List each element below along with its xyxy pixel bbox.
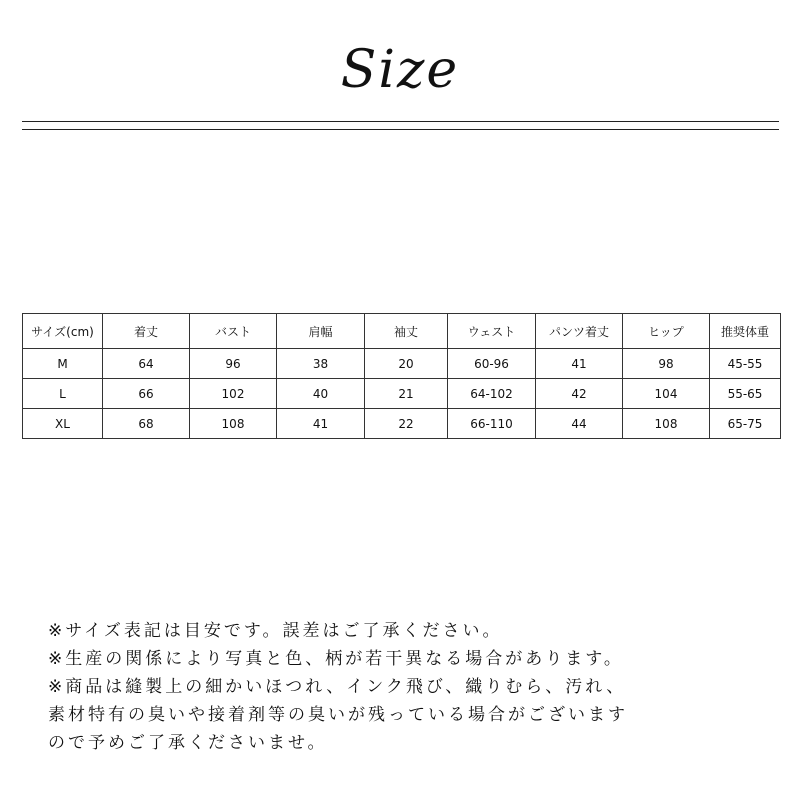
note-line: ※商品は縫製上の細かいほつれ、インク飛び、織りむら、汚れ、: [48, 677, 627, 697]
table-cell: 41: [536, 349, 623, 379]
table-cell: 108: [623, 409, 710, 439]
table-cell: 55-65: [710, 379, 781, 409]
table-cell: M: [23, 349, 103, 379]
table-cell: 44: [536, 409, 623, 439]
header-cell-bust: バスト: [190, 314, 277, 349]
table-cell: 45-55: [710, 349, 781, 379]
table-cell: 38: [277, 349, 365, 379]
table-cell: 66-110: [448, 409, 536, 439]
table-row: [23, 409, 781, 439]
header-cell-length: 着丈: [103, 314, 190, 349]
header-cell-size: サイズ(cm): [23, 314, 103, 349]
header-cell-shoulder: 肩幅: [277, 314, 365, 349]
table-cell: 96: [190, 349, 277, 379]
table-header-row: [23, 314, 781, 349]
note-line: 素材特有の臭いや接着剤等の臭いが残っている場合がございます: [48, 705, 628, 725]
table-cell: 68: [103, 409, 190, 439]
note-line: ので予めご了承くださいませ。: [48, 733, 328, 753]
table-cell: XL: [23, 409, 103, 439]
notes-block: [48, 617, 788, 757]
table-cell: 60-96: [448, 349, 536, 379]
header-cell-hip: ヒップ: [623, 314, 710, 349]
note-line: ※生産の関係により写真と色、柄が若干異なる場合があります。: [48, 649, 624, 669]
table-cell: 40: [277, 379, 365, 409]
title-divider-top: [22, 121, 779, 122]
header-cell-pants-length: パンツ着丈: [536, 314, 623, 349]
table-cell: L: [23, 379, 103, 409]
header-cell-sleeve: 袖丈: [365, 314, 448, 349]
table-cell: 42: [536, 379, 623, 409]
table-cell: 21: [365, 379, 448, 409]
table-cell: 102: [190, 379, 277, 409]
page-title: Size: [340, 40, 460, 100]
table-cell: 64: [103, 349, 190, 379]
size-table: [22, 313, 781, 439]
title-divider-bottom: [22, 129, 779, 130]
table-cell: 65-75: [710, 409, 781, 439]
header-cell-weight: 推奨体重: [710, 314, 781, 349]
table-cell: 41: [277, 409, 365, 439]
table-row: [23, 349, 781, 379]
table-cell: 64-102: [448, 379, 536, 409]
header-cell-waist: ウェスト: [448, 314, 536, 349]
table-cell: 104: [623, 379, 710, 409]
table-cell: 66: [103, 379, 190, 409]
note-line: ※サイズ表記は目安です。誤差はご了承ください。: [48, 621, 503, 641]
table-cell: 22: [365, 409, 448, 439]
table-cell: 98: [623, 349, 710, 379]
table-cell: 20: [365, 349, 448, 379]
table-cell: 108: [190, 409, 277, 439]
table-row: [23, 379, 781, 409]
